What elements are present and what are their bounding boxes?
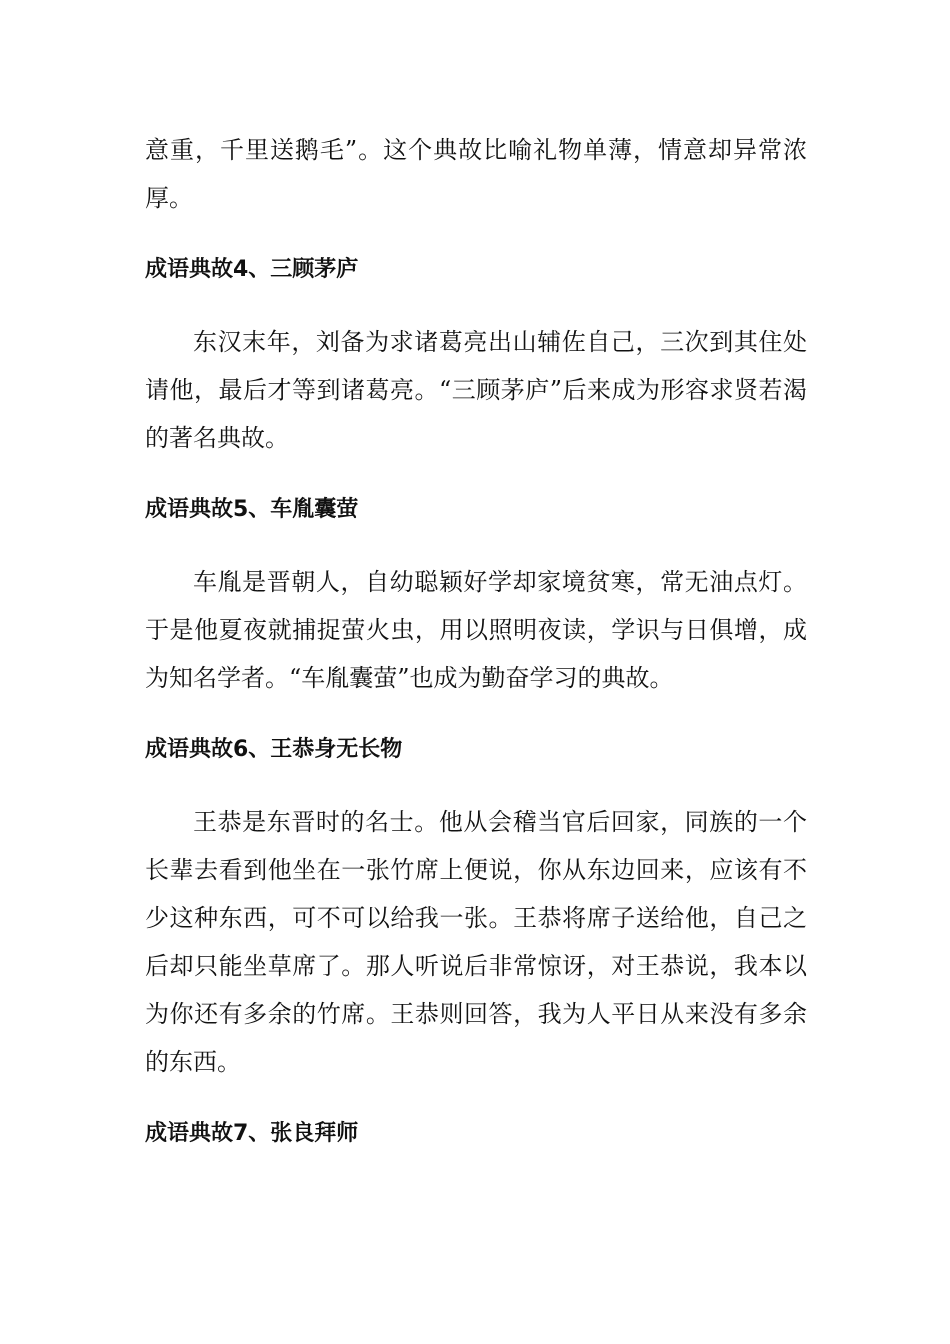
section-heading-7: 成语典故7、张良拜师 <box>145 1121 359 1146</box>
document-content <box>145 126 807 1158</box>
spacer <box>145 774 807 798</box>
section-body-5: 车胤是晋朝人，自幼聪颖好学却家境贫寒，常无油点灯。于是他夏夜就捕捉萤火虫，用以照明夜读，学识与日俱增，成为知名学者。“车胤囊萤”也成为勤奋学习的典故。 <box>145 568 807 692</box>
intro-paragraph: 意重，千里送鹅毛”。这个典故比喻礼物单薄，情意却异常浓厚。 <box>145 136 807 212</box>
spacer <box>145 222 807 246</box>
spacer <box>145 294 807 318</box>
section-body-4: 东汉末年，刘备为求诸葛亮出山辅佐自己，三次到其住处请他，最后才等到诸葛亮。“三顾茅庐”后来成为形容求贤若渴的著名典故。 <box>145 328 807 452</box>
spacer <box>145 1086 807 1110</box>
section-body-6: 王恭是东晋时的名士。他从会稽当官后回家，同族的一个长辈去看到他坐在一张竹席上便说，你从东边回来，应该有不少这种东西，可不可以给我一张。王恭将席子送给他，自己之后却只能坐草席了。那人听说后非常惊讶，对王恭说，我本以为你还有多余的竹席。王恭则回答，我为人平日从来没有多余的东西。 <box>145 808 807 1076</box>
section-heading-6: 成语典故6、王恭身无长物 <box>145 737 403 762</box>
spacer <box>145 702 807 726</box>
section-heading-5: 成语典故5、车胤囊萤 <box>145 497 359 522</box>
spacer <box>145 534 807 558</box>
section-heading-4: 成语典故4、三顾茅庐 <box>145 257 359 282</box>
spacer <box>145 462 807 486</box>
